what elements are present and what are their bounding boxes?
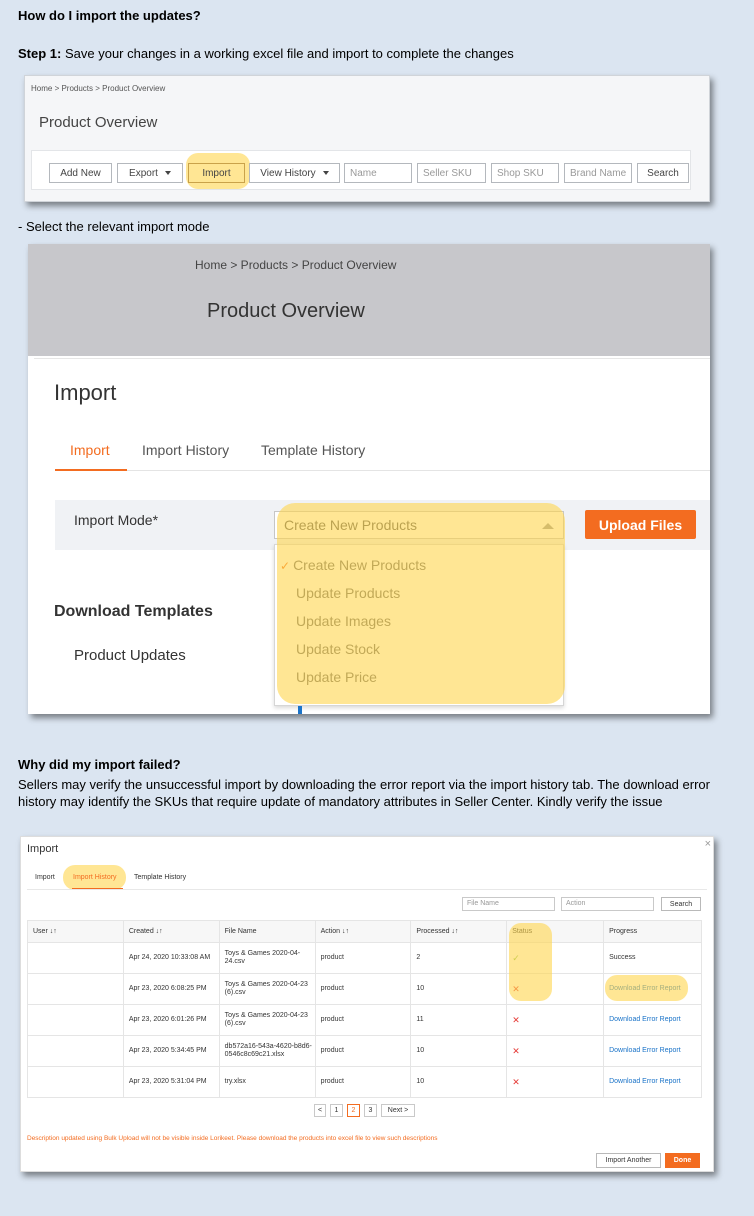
cell-user <box>28 1036 124 1067</box>
failed-explanation: Sellers may verify the unsuccessful import by downloading the error report via the import history tab. The download error history may identify the SKUs that require update of mandatory attributes in Seller Center. Kindly verify the issue <box>18 777 710 809</box>
table-row <box>28 1036 702 1067</box>
import-history-table <box>27 920 702 1098</box>
import-heading: Import <box>27 843 59 855</box>
cell-processed: 2 <box>411 943 507 974</box>
column-processed[interactable]: Processed ↓↑ <box>411 921 507 943</box>
export-label: Export <box>129 167 158 179</box>
breadcrumb: Home > Products > Product Overview <box>195 258 397 272</box>
cell-progress: Success <box>604 943 702 974</box>
step1-label: Step 1: <box>18 46 62 61</box>
tab-divider <box>27 889 707 890</box>
tab-divider <box>127 470 710 471</box>
cell-user <box>28 1067 124 1098</box>
view-history-button[interactable] <box>249 163 340 183</box>
column-created[interactable]: Created ↓↑ <box>123 921 219 943</box>
import-another-button[interactable]: Import Another <box>596 1153 661 1168</box>
tab-import-history[interactable]: Import History <box>142 442 230 458</box>
cell-user <box>28 1005 124 1036</box>
select-mode-text: - Select the relevant import mode <box>18 219 210 234</box>
step1-line <box>18 45 514 62</box>
failed-x-icon: ✕ <box>507 1067 604 1098</box>
scroll-marker <box>298 706 302 714</box>
tab-template-history[interactable]: Template History <box>134 874 187 881</box>
page-title: Product Overview <box>207 300 365 322</box>
cell-created: Apr 23, 2020 6:01:26 PM <box>123 1005 219 1036</box>
cell-file-name: Toys & Games 2020-04-23 (6).csv <box>219 974 315 1005</box>
page-button-2[interactable]: 2 <box>347 1104 360 1117</box>
caret-down-icon <box>165 171 171 175</box>
brand-name-input[interactable]: Brand Name <box>564 163 632 183</box>
question-heading-failed: Why did my import failed? <box>18 757 181 772</box>
cell-created: Apr 23, 2020 5:34:45 PM <box>123 1036 219 1067</box>
breadcrumb: Home > Products > Product Overview <box>31 84 166 93</box>
table-row <box>28 1005 702 1036</box>
cell-action: product <box>315 974 411 1005</box>
page-button-3[interactable]: 3 <box>364 1104 377 1117</box>
table-row <box>28 974 702 1005</box>
page-button-1[interactable]: 1 <box>330 1104 343 1117</box>
view-history-label: View History <box>260 167 316 179</box>
cell-file-name: Toys & Games 2020-04-24.csv <box>219 943 315 974</box>
cell-file-name: try.xlsx <box>219 1067 315 1098</box>
tab-import[interactable]: Import <box>70 442 110 458</box>
name-input[interactable]: Name <box>344 163 412 183</box>
table-row <box>28 943 702 974</box>
close-icon[interactable]: × <box>704 838 711 850</box>
status-highlight <box>509 923 552 1001</box>
cell-file-name: Toys & Games 2020-04-23 (6).csv <box>219 1005 315 1036</box>
add-new-button[interactable]: Add New <box>49 163 112 183</box>
column-file-name: File Name <box>219 921 315 943</box>
download-error-report-link[interactable]: Download Error Report <box>604 1067 702 1098</box>
product-updates-label: Product Updates <box>74 647 186 664</box>
cell-created: Apr 23, 2020 6:08:25 PM <box>123 974 219 1005</box>
failed-x-icon: ✕ <box>507 1005 604 1036</box>
download-templates-heading: Download Templates <box>54 603 213 620</box>
cell-processed: 10 <box>411 1067 507 1098</box>
done-button[interactable]: Done <box>665 1153 700 1168</box>
upload-files-button[interactable]: Upload Files <box>585 510 696 539</box>
prev-page-button[interactable]: < <box>314 1104 326 1117</box>
action-input[interactable]: Action <box>561 897 654 911</box>
export-button[interactable] <box>117 163 183 183</box>
caret-down-icon <box>323 171 329 175</box>
table-row <box>28 1067 702 1098</box>
question-heading-import: How do I import the updates? <box>18 8 201 23</box>
download-error-report-link[interactable]: Download Error Report <box>604 1005 702 1036</box>
shop-sku-input[interactable]: Shop SKU <box>491 163 559 183</box>
download-error-report-link[interactable]: Download Error Report <box>604 1036 702 1067</box>
cell-created: Apr 23, 2020 5:31:04 PM <box>123 1067 219 1098</box>
import-heading: Import <box>54 380 117 405</box>
dropdown-highlight <box>277 503 565 704</box>
cell-action: product <box>315 1067 411 1098</box>
cell-user <box>28 974 124 1005</box>
cell-action: product <box>315 943 411 974</box>
cell-file-name: db572a16-543a-4620-b8d6-0546c8c69c21.xlsx <box>219 1036 315 1067</box>
cell-action: product <box>315 1005 411 1036</box>
error-report-highlight <box>605 975 688 1001</box>
cell-processed: 11 <box>411 1005 507 1036</box>
column-progress: Progress <box>604 921 702 943</box>
import-mode-screenshot <box>28 244 710 714</box>
search-button[interactable]: Search <box>661 897 701 911</box>
product-overview-screenshot <box>24 75 710 202</box>
active-tab-indicator <box>55 469 127 471</box>
import-mode-label: Import Mode* <box>74 512 159 528</box>
tab-import-history[interactable]: Import History <box>73 874 117 881</box>
cell-created: Apr 24, 2020 10:33:08 AM <box>123 943 219 974</box>
import-button[interactable]: Import <box>188 163 245 183</box>
cell-action: product <box>315 1036 411 1067</box>
tab-template-history[interactable]: Template History <box>261 442 366 458</box>
file-name-input[interactable]: File Name <box>462 897 555 911</box>
search-button[interactable]: Search <box>637 163 689 183</box>
column-user[interactable]: User ↓↑ <box>28 921 124 943</box>
column-action[interactable]: Action ↓↑ <box>315 921 411 943</box>
page-title: Product Overview <box>39 114 158 131</box>
next-page-button[interactable]: Next > <box>381 1104 415 1117</box>
cell-processed: 10 <box>411 974 507 1005</box>
step1-text: Save your changes in a working excel file and import to complete the changes <box>64 46 514 61</box>
cell-processed: 10 <box>411 1036 507 1067</box>
table-header-row <box>28 921 702 943</box>
failed-x-icon: ✕ <box>507 1036 604 1067</box>
bulk-upload-note: Description updated using Bulk Upload will not be visible inside Lorikeet. Please download the products into excel file to view such descriptions <box>27 1135 438 1142</box>
tab-import[interactable]: Import <box>35 874 55 881</box>
seller-sku-input[interactable]: Seller SKU <box>417 163 486 183</box>
cell-user <box>28 943 124 974</box>
import-history-screenshot <box>20 836 714 1172</box>
